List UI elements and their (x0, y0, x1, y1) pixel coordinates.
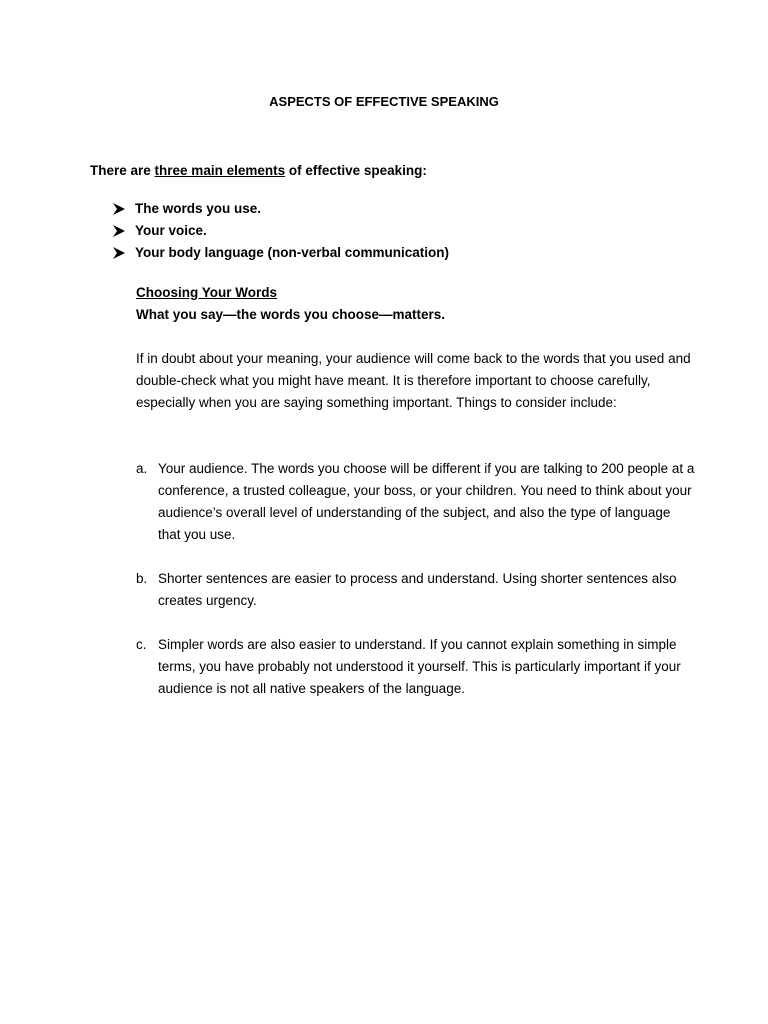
item-letter: c. (136, 637, 147, 652)
body-paragraph: If in doubt about your meaning, your audience will come back to the words that you used and double-check what you might have meant. It is therefore important to choose carefully, especially when you are saying something important. Things to consider include: (136, 351, 691, 410)
bullet-text: Your voice. (135, 223, 207, 238)
intro-text-before: There are (90, 163, 155, 178)
bullet-item (112, 220, 449, 242)
section-heading: Choosing Your Words (136, 285, 277, 300)
bullet-text: The words you use. (135, 201, 262, 216)
considerations-list (136, 458, 696, 722)
item-letter: b. (136, 571, 148, 586)
intro-underlined-phrase: three main elements (154, 163, 286, 178)
section-subheading: What you say—the words you choose—matters. (136, 307, 446, 322)
bullet-item (112, 242, 449, 264)
bullet-item (112, 198, 449, 220)
arrow-bullet-icon (112, 202, 126, 216)
item-letter: a. (136, 461, 148, 476)
item-text: Shorter sentences are easier to process and understand. Using shorter sentences also creates urgency. (158, 571, 677, 608)
intro-text-after: of effective speaking: (285, 163, 427, 178)
bullet-text: Your body language (non-verbal communication) (135, 245, 450, 260)
document-title: ASPECTS OF EFFECTIVE SPEAKING (269, 94, 499, 109)
item-text: Your audience. The words you choose will be different if you are talking to 200 people at a conference, a trusted colleague, your boss, or your children. You need to think about your audience’s overall level of understanding of the subject, and also the type of language that you use. (158, 461, 695, 542)
consideration-item (136, 634, 696, 700)
elements-bullet-list (112, 198, 449, 264)
intro-sentence (90, 163, 427, 178)
arrow-bullet-icon (112, 224, 126, 238)
arrow-bullet-icon (112, 246, 126, 260)
consideration-item (136, 568, 696, 612)
item-text: Simpler words are also easier to understand. If you cannot explain something in simple terms, you have probably not understood it yourself. This is particularly important if your audience is not all native speakers of the language. (158, 637, 681, 696)
consideration-item (136, 458, 696, 546)
